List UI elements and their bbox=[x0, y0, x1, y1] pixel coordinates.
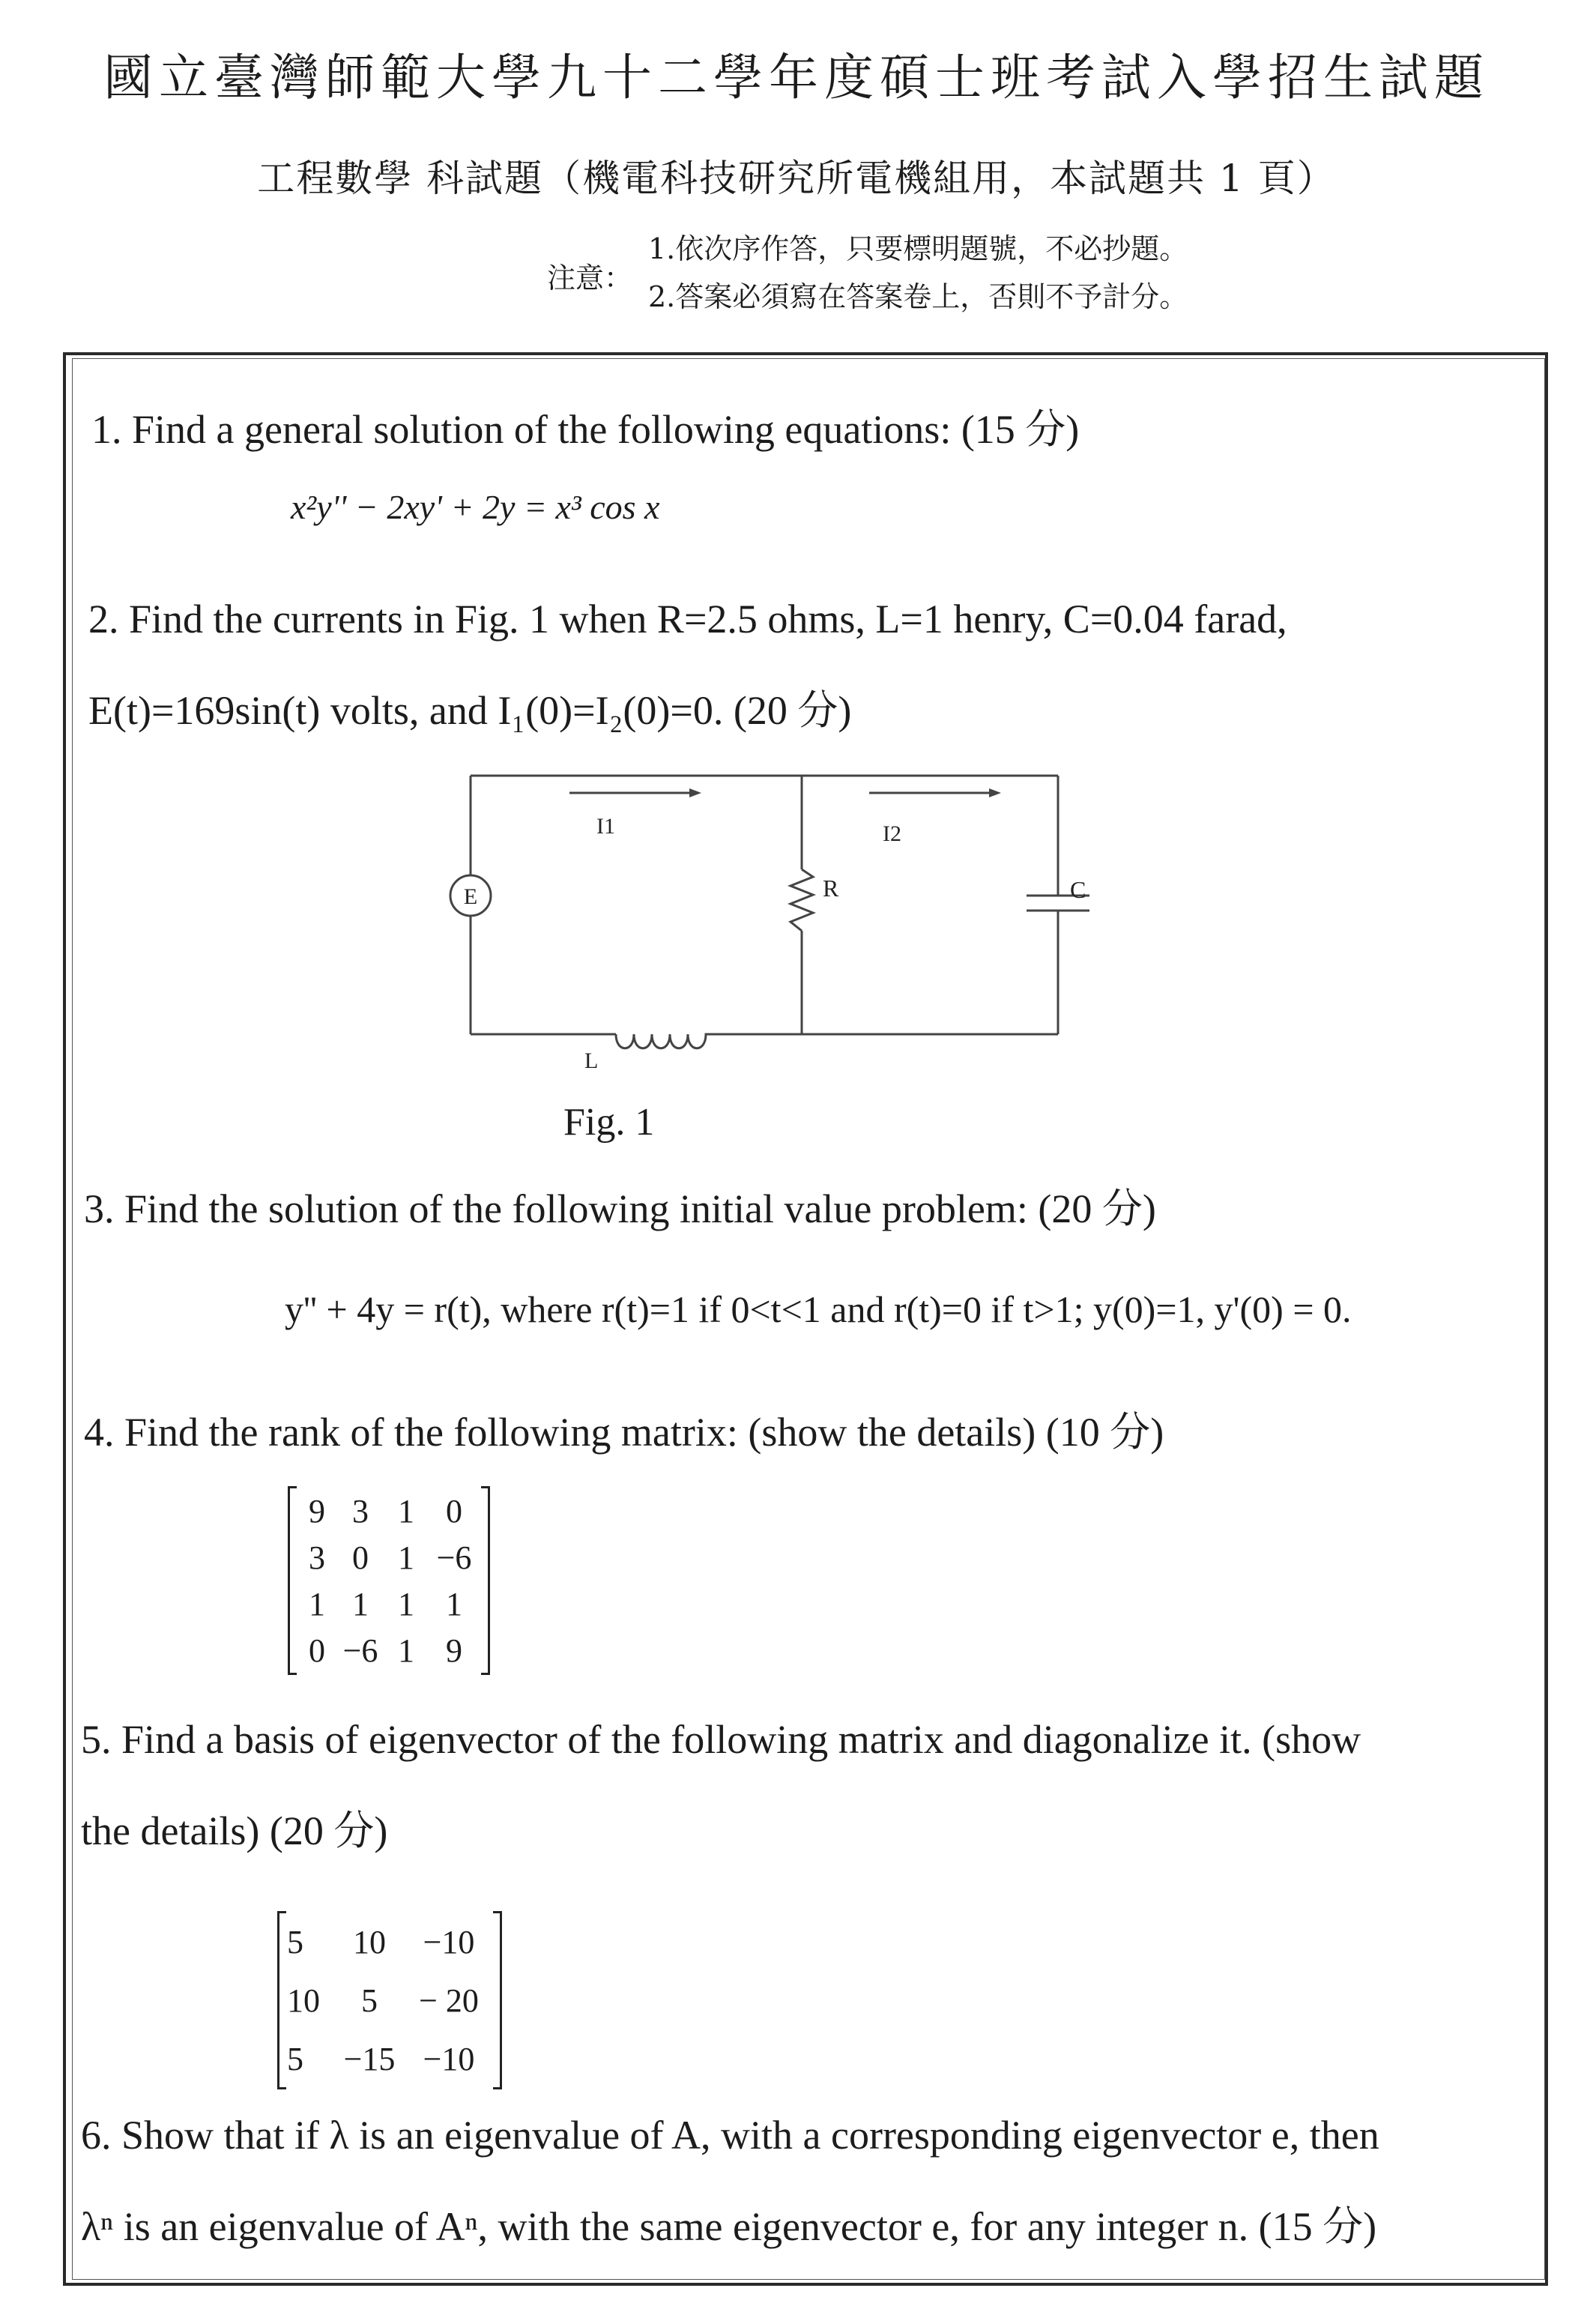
question-1-formula: x²y'' − 2xy' + 2y = x³ cos x bbox=[291, 488, 660, 526]
matrix-cell: 3 bbox=[309, 1539, 325, 1576]
matrix-cell: 3 bbox=[352, 1492, 369, 1530]
matrix-row bbox=[297, 1488, 480, 1534]
matrix-cell: −10 bbox=[423, 2040, 475, 2077]
inductor-symbol bbox=[616, 1034, 712, 1048]
matrix-row bbox=[297, 1627, 480, 1673]
matrix-cell: 1 bbox=[352, 1585, 369, 1623]
exam-subtitle: 工程數學 科試題（機電科技研究所電機組用，本試題共 1 頁） bbox=[257, 157, 1336, 200]
matrix-cell: 9 bbox=[309, 1492, 325, 1530]
matrix-cell: −6 bbox=[342, 1632, 378, 1669]
question-6-line-1: 6. Show that if λ is an eigenvalue of A, with a corresponding eigenvector e, then bbox=[81, 2113, 1379, 2158]
matrix-cell: 9 bbox=[446, 1632, 462, 1669]
question-3: 3. Find the solution of the following initial value problem: (20 分) bbox=[84, 1186, 1156, 1231]
source-label: E bbox=[463, 884, 478, 909]
matrix-cell: 5 bbox=[361, 1982, 378, 2019]
matrix-row bbox=[287, 2029, 492, 2088]
question-2-line-2: E(t)=169sin(t) volts, and I₁(0)=I₂(0)=0. (20 分) bbox=[88, 688, 852, 733]
question-3-formula: y'' + 4y = r(t), where r(t)=1 if 0<t<1 and r(t)=0 if t>1; y(0)=1, y'(0) = 0. bbox=[285, 1288, 1352, 1330]
matrix-cell: 1 bbox=[446, 1585, 462, 1623]
matrix-cell: −6 bbox=[436, 1539, 472, 1576]
matrix-cell: 0 bbox=[352, 1539, 369, 1576]
matrix-cell: 0 bbox=[446, 1492, 462, 1530]
resistor-label: R bbox=[823, 875, 839, 902]
current2-label: I2 bbox=[883, 821, 901, 846]
matrix-cell: 5 bbox=[287, 2040, 303, 2077]
notice-lines bbox=[648, 225, 1397, 321]
current1-label: I1 bbox=[596, 814, 615, 839]
matrix-cell: 1 bbox=[309, 1585, 325, 1623]
matrix-cell: 1 bbox=[398, 1632, 414, 1669]
question-4: 4. Find the rank of the following matrix: (show the details) (10 分) bbox=[84, 1410, 1164, 1455]
notice-line-1: 1.依次序作答，只要標明題號，不必抄題。 bbox=[648, 232, 1188, 265]
question-2-line-1: 2. Find the currents in Fig. 1 when R=2.5 ohms, L=1 henry, C=0.04 farad, bbox=[88, 597, 1287, 642]
matrix-cell: 1 bbox=[398, 1585, 414, 1623]
matrix-cell: −10 bbox=[423, 1923, 475, 1961]
matrix-cell: 10 bbox=[353, 1923, 386, 1961]
matrix-cell: 1 bbox=[398, 1539, 414, 1576]
matrix-cell: 1 bbox=[398, 1492, 414, 1530]
exam-title: 國立臺灣師範大學九十二學年度碩士班考試入學招生試題 bbox=[103, 49, 1490, 106]
matrix-cell: −15 bbox=[343, 2040, 396, 2077]
matrix-row bbox=[287, 1971, 492, 2029]
matrix-row bbox=[287, 1913, 492, 1971]
question-6-line-2: λⁿ is an eigenvalue of Aⁿ, with the same eigenvector e, for any integer n. (15 分) bbox=[81, 2204, 1377, 2249]
current1-arrowhead bbox=[689, 788, 701, 797]
matrix-row bbox=[297, 1534, 480, 1581]
current2-arrowhead bbox=[989, 788, 1001, 797]
figure-caption: Fig. 1 bbox=[563, 1101, 655, 1144]
question-5-line-1: 5. Find a basis of eigenvector of the following matrix and diagonalize it. (show bbox=[81, 1717, 1361, 1762]
inductor-label: L bbox=[584, 1048, 599, 1073]
matrix-cell: 10 bbox=[287, 1982, 320, 2019]
matrix-row bbox=[297, 1581, 480, 1627]
resistor-symbol bbox=[791, 869, 813, 931]
matrix-3x3 bbox=[277, 1913, 502, 2088]
question-1: 1. Find a general solution of the following equations: (15 分) bbox=[91, 407, 1080, 452]
matrix-cell: 0 bbox=[309, 1632, 325, 1669]
notice-line-2: 2.答案必須寫在答案卷上，否則不予計分。 bbox=[648, 280, 1188, 313]
question-5-line-2: the details) (20 分) bbox=[81, 1808, 388, 1853]
matrix-cell: − 20 bbox=[419, 1982, 479, 2019]
notice-label: 注意： bbox=[547, 262, 633, 295]
circuit-figure bbox=[450, 764, 1086, 1094]
matrix-4x4 bbox=[288, 1488, 490, 1673]
capacitor-label: C bbox=[1070, 876, 1086, 903]
matrix-cell: 5 bbox=[287, 1923, 303, 1961]
